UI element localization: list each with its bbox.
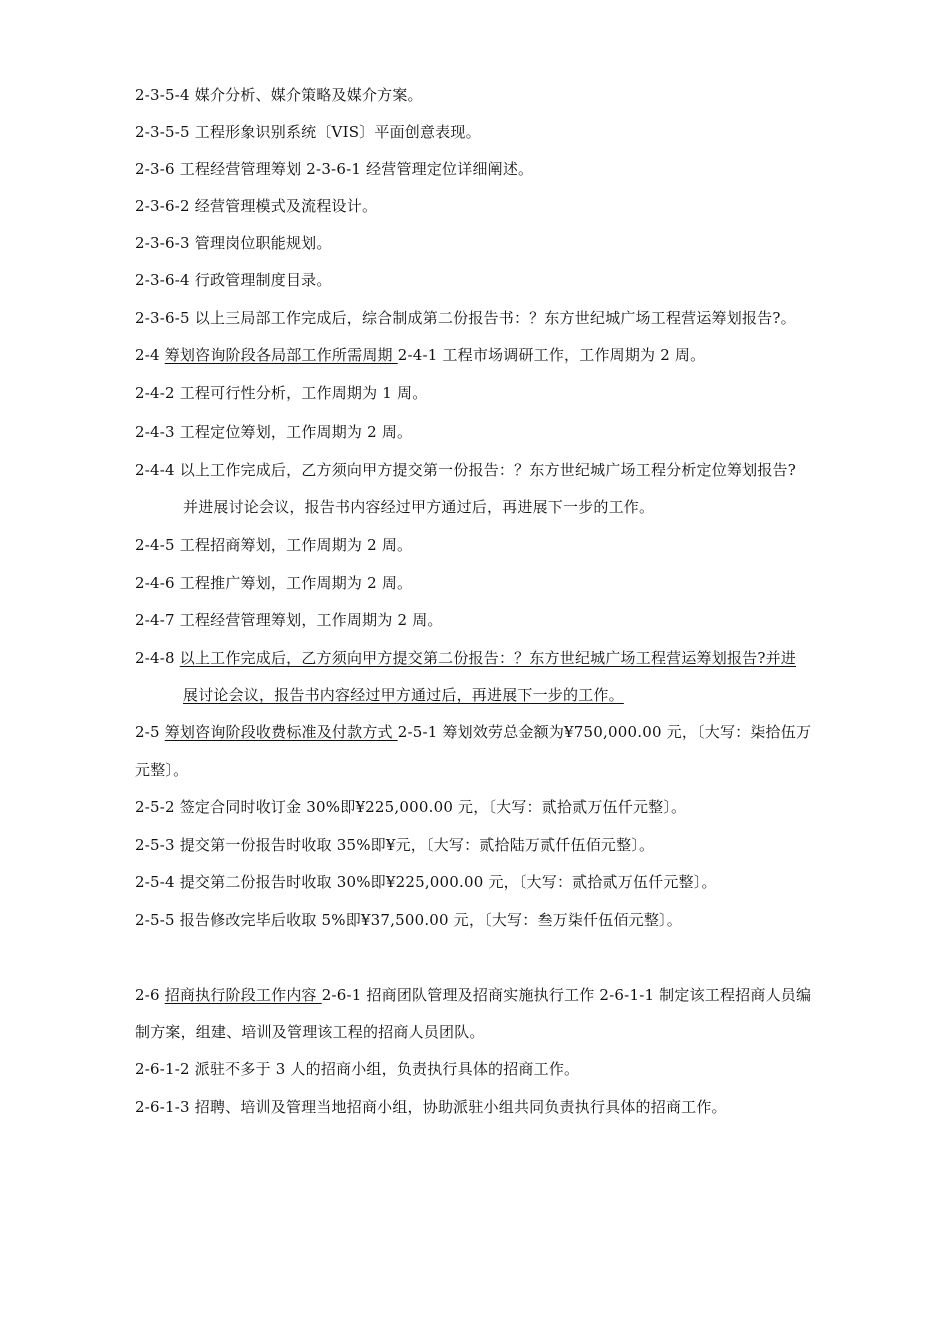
text-line-2-4-6 — [135, 573, 412, 593]
line-text: 2-3-6-2 经营管理模式及流程设计。 — [135, 197, 378, 215]
heading-2-5 — [135, 722, 811, 742]
text-line-2-3-5-4 — [135, 85, 423, 105]
text-line-2-5-4 — [135, 872, 717, 892]
line-text: 2-6-1-2 派驻不多于 3 人的招商小组，负责执行具体的招商工作。 — [135, 1060, 580, 1078]
text-line-2-4-3 — [135, 422, 412, 442]
text-line-2-5-2 — [135, 797, 686, 817]
line-text: 2-4-7 工程经营管理筹划，工作周期为 2 周。 — [135, 611, 443, 629]
line-text: 2-6-1-3 招聘、培训及管理当地招商小组，协助派驻小组共同负责执行具体的招商工作。 — [135, 1098, 727, 1116]
line-text: 2-6-1 招商团队管理及招商实施执行工作 2-6-1-1 制定该工程招商人员编 — [321, 986, 812, 1004]
line-text: 2-5-5 报告修改完毕后收取 5%即¥37,500.00 元，〔大写：叁万柒仟伍佰元整〕。 — [135, 911, 682, 929]
text-line-2-3-5-5 — [135, 122, 481, 142]
text-line-2-3-6-3 — [135, 233, 332, 253]
text-line-2-5-1-cont — [135, 760, 188, 780]
line-text: 并进展讨论会议，报告书内容经过甲方通过后，再进展下一步的工作。 — [183, 498, 655, 516]
line-text: 2-5 — [135, 723, 165, 741]
section-title-underlined: 筹划咨询阶段收费标准及付款方式 — [164, 723, 398, 741]
line-text: 2-3-5-4 媒介分析、媒介策略及媒介方案。 — [135, 86, 423, 104]
line-text: 2-4-6 工程推广筹划，工作周期为 2 周。 — [135, 574, 413, 592]
line-text: 2-3-6-4 行政管理制度目录。 — [135, 271, 332, 289]
line-text: 2-4-1 工程市场调研工作，工作周期为 2 周。 — [397, 346, 706, 364]
heading-2-6 — [135, 985, 811, 1005]
text-line-2-4-8 — [135, 648, 796, 668]
text-line-2-4-4-cont — [183, 497, 654, 517]
line-text: 2-4-3 工程定位筹划，工作周期为 2 周。 — [135, 423, 413, 441]
line-text: 2-5-1 筹划效劳总金额为¥750,000.00 元，〔大写：柒拾伍万 — [397, 723, 812, 741]
line-text: 2-5-4 提交第二份报告时收取 30%即¥225,000.00 元，〔大写：贰拾贰万伍仟元整〕。 — [135, 873, 717, 891]
text-line-2-4-5 — [135, 535, 412, 555]
line-text: 2-5-2 签定合同时收订金 30%即¥225,000.00 元，〔大写：贰拾贰万伍仟元整〕。 — [135, 798, 687, 816]
section-title-underlined: 招商执行阶段工作内容 — [164, 986, 322, 1004]
line-text: 2-3-6 工程经营管理筹划 2-3-6-1 经营管理定位详细阐述。 — [135, 160, 534, 178]
text-line-2-4-7 — [135, 610, 443, 630]
line-text: 2-5-3 提交第一份报告时收取 35%即¥元，〔大写：贰拾陆万贰仟伍佰元整〕。 — [135, 836, 655, 854]
line-text: 2-4-8 — [135, 649, 180, 667]
line-text: 元整〕。 — [135, 761, 189, 779]
underlined-text: 展讨论会议，报告书内容经过甲方通过后，再进展下一步的工作。 — [183, 686, 624, 704]
line-text: 制方案，组建、培训及管理该工程的招商人员团队。 — [135, 1023, 485, 1041]
text-line-2-4-2 — [135, 383, 427, 403]
text-line-2-5-3 — [135, 835, 654, 855]
text-line-2-6-1-3 — [135, 1097, 727, 1117]
line-text: 2-3-6-3 管理岗位职能规划。 — [135, 234, 332, 252]
text-line-2-6-1-2 — [135, 1059, 579, 1079]
text-line-2-4-8-cont — [183, 685, 624, 705]
section-title-underlined: 筹划咨询阶段各局部工作所需周期 — [164, 346, 398, 364]
heading-2-4 — [135, 345, 705, 365]
text-line-2-3-6-2 — [135, 196, 377, 216]
line-text: 2-3-6-5 以上三局部工作完成后，综合制成第二份报告书：？东方世纪城广场工程营运筹划报告?。 — [135, 309, 796, 327]
line-text: 2-4-2 工程可行性分析，工作周期为 1 周。 — [135, 384, 428, 402]
line-text: 2-3-5-5 工程形象识别系统〔VIS〕平面创意表现。 — [135, 123, 481, 141]
line-text: 2-6 — [135, 986, 165, 1004]
text-line-2-6-1-1-cont — [135, 1022, 485, 1042]
underlined-text: 以上工作完成后，乙方须向甲方提交第二份报告：？东方世纪城广场工程营运筹划报告?并进 — [179, 649, 796, 667]
line-text: 2-4-4 以上工作完成后，乙方须向甲方提交第一份报告：？东方世纪城广场工程分析定位筹划报告? — [135, 461, 796, 479]
line-text: 2-4 — [135, 346, 165, 364]
text-line-2-3-6-5 — [135, 308, 796, 328]
text-line-2-5-5 — [135, 910, 682, 930]
text-line-2-3-6 — [135, 159, 533, 179]
text-line-2-4-4 — [135, 460, 796, 480]
text-line-2-3-6-4 — [135, 270, 332, 290]
line-text: 2-4-5 工程招商筹划，工作周期为 2 周。 — [135, 536, 413, 554]
